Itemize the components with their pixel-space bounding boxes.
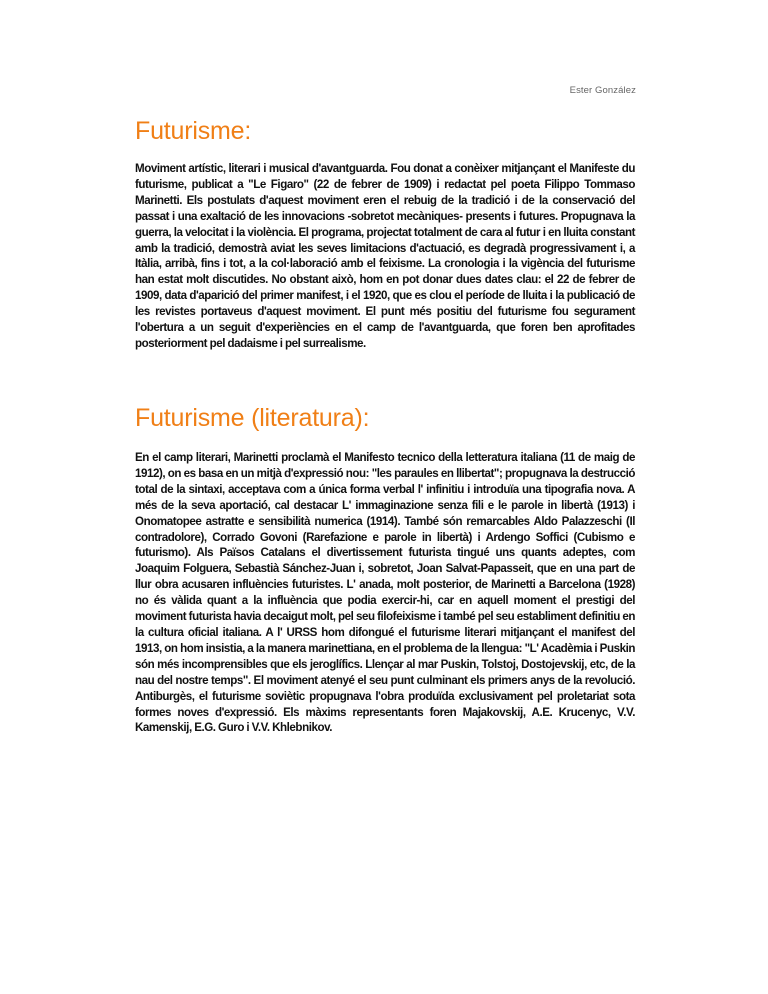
author-name: Ester González <box>569 85 636 96</box>
section-body-futurisme-literatura: En el camp literari, Marinetti proclamà el Manifesto tecnico della letteratura italiana (11 de maig de 1912), on es basa en un mitjà d'expressió nou: "les paraules en llibertat"; propugnava la destrucció total de la sintaxi, acceptava com a única forma verbal l' infinitiu i introduïa una tipografia nova. A més de la seva aportació, cal destacar L' immaginazione senza fili e le parole in libertà (1913) i Onomatopee astratte e sensibilità numerica (1914). També són remarcables Aldo Palazzeschi (Il contradolore), Corrado Govoni (Rarefazione e parole in libertà) i Ardengo Soffici (Cubismo e futurismo). Als Països Catalans el divertissement futurista tingué uns quants adeptes, com Joaquim Folguera, Sebastià Sánchez-Juan i, sobretot, Joan Salvat-Papasseit, que en una part de llur obra acusaren influències futuristes. L' anada, molt posterior, de Marinetti a Barcelona (1928) no és vàlida quant a la influència que podia exercir-hi, car en aquell moment el prestigi del moviment futurista havia decaigut molt, pel seu filofeixisme i també pel seu establiment definitiu en la cultura oficial italiana. A l' URSS hom difongué el futurisme literari mitjançant el manifest del 1913, on hom insistia, a la manera marinettiana, en el problema de la llengua: "L' Acadèmia i Puskin són més incomprensibles que els jeroglífics. Llençar al mar Puskin, Tolstoj, Dostojevskij, etc, de la nau del nostre temps". El moviment atenyé el seu punt culminant els primers anys de la revolució. Antiburgès, el futurisme soviètic propugnava l'obra produïda exclusivament pel proletariat sota formes noves d'expressió. Els màxims representants foren Majakovskij, A.E. Krucenyc, V.V. Kamenskij, E.G. Guro i V.V. Khlebnikov. <box>135 451 635 735</box>
section-title-futurisme-literatura: Futurisme (literatura): <box>135 404 370 432</box>
section-body-futurisme: Moviment artístic, literari i musical d'avantguarda. Fou donat a conèixer mitjançant el Manifeste du futurisme, publicat a "Le Figaro" (22 de febrer de 1909) i redactat pel poeta Filippo Tommaso Marinetti. Els postulats d'aquest moviment eren el rebuig de la tradició i de la conservació del passat i una exaltació de les innovacions -sobretot mecàniques- presents i futures. Propugnava la guerra, la velocitat i la violència. El programa, projectat totalment de cara al futur i en lluita constant amb la tradició, demostrà aviat les seves limitacions d'actuació, es degradà progressivament i, a Itàlia, arribà, fins i tot, a la col·laboració amb el feixisme. La cronologia i la vigència del futurisme han estat molt discutides. No obstant això, hom en pot donar dues dates clau: el 22 de febrer de 1909, data d'aparició del primer manifest, i el 1920, que es clou el període de lluita i la publicació de les revistes portaveus d'aquest moviment. El punt més positiu del futurisme fou segurament l'obertura a un seguit d'experiències en el camp de l'avantguarda, que foren ben aprofitades posteriorment pel dadaisme i pel surrealisme. <box>135 162 635 350</box>
section-title-futurisme: Futurisme: <box>135 117 252 145</box>
